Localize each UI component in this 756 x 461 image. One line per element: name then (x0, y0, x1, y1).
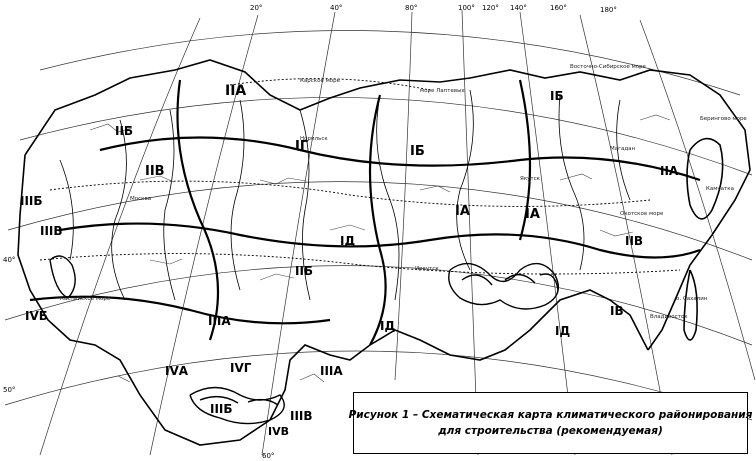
meridian-label-20: 20° (250, 4, 263, 12)
zone-label-IVA: IVА (165, 364, 189, 378)
meridian-label-100: 100° (458, 4, 475, 12)
yakutsk-label: Якутск (520, 176, 540, 182)
zone-label-IVB-west: IVБ (25, 309, 48, 323)
magadan-label: Магадан (610, 146, 636, 152)
zone-label-IIIV: IIIВ (290, 409, 313, 423)
zone-label-IIV: IIВ (145, 164, 165, 179)
caption-title-part1: – Схематическая карта климатического районирования (412, 409, 753, 421)
caption-line-2: для строительства (рекомендуемая) (438, 425, 663, 437)
zone-label-IV: IВ (610, 304, 624, 318)
zone-label-IIIB-west: IIIБ (20, 194, 43, 208)
kara-sea-label: Карское море (300, 78, 340, 84)
zone-label-ID-south: IД (380, 319, 396, 333)
vladivostok-label: Владивосток (650, 314, 688, 320)
kamchatka-label: Камчатка (706, 186, 734, 192)
caspian-sea-label: Каспийское море (60, 296, 111, 302)
caption-figure-number: Рисунок 1 (348, 409, 410, 421)
bottom-meridian-label-60: 60° (262, 452, 275, 460)
zone-label-IVV: IVВ (268, 425, 289, 438)
meridian-label-180: 180° (600, 6, 617, 14)
zone-label-IG: IГ (295, 139, 309, 154)
zone-label-ID-east: IД (555, 324, 571, 338)
zone-label-IIB: IIБ (295, 264, 314, 278)
laptev-sea-label: море Лаптевых (420, 88, 465, 94)
zone-label-ID: IД (340, 234, 356, 248)
zone-label-IIV-east: IIВ (625, 234, 644, 248)
zone-label-IIIB: IIIБ (210, 402, 233, 416)
meridian-label-120: 120° (482, 4, 499, 12)
zone-label-IIIV-west: IIIВ (40, 224, 63, 238)
sea-of-okhotsk-label: Охотское море (620, 211, 664, 217)
zone-label-IIA-east: IIА (660, 164, 679, 178)
figure-caption (348, 392, 753, 454)
zone-label-IVG: IVГ (230, 361, 252, 375)
caption-line-1 (349, 407, 753, 423)
zone-label-IB: IБ (410, 144, 425, 159)
meridian-label-40: 40° (330, 4, 343, 12)
parallel-label-50: 50° (3, 386, 16, 394)
zone-label-IIB-west: IIБ (115, 124, 134, 138)
zone-label-IB-east: IБ (550, 89, 564, 103)
norilsk-label: Норильск (300, 136, 328, 142)
zone-label-IIA: IIА (225, 83, 247, 99)
east-siberian-sea-label: Восточно-Сибирское море (570, 64, 647, 70)
moscow-label: Москва (130, 196, 152, 202)
meridian-label-80: 80° (405, 4, 418, 12)
bering-sea-label: Берингово море (700, 116, 747, 122)
zone-label-IA: IА (455, 204, 470, 219)
meridian-label-160: 160° (550, 4, 567, 12)
irkutsk-label: Иркутск (415, 266, 439, 272)
parallel-label-40: 40° (3, 256, 16, 264)
zone-label-IIIA-south: IIIА (320, 364, 343, 378)
zone-label-IA-east: IА (525, 207, 540, 222)
zone-label-IIIA: IIIА (208, 314, 231, 328)
meridian-label-140: 140° (510, 4, 527, 12)
sakhalin-label: о. Сахалин (676, 296, 708, 302)
